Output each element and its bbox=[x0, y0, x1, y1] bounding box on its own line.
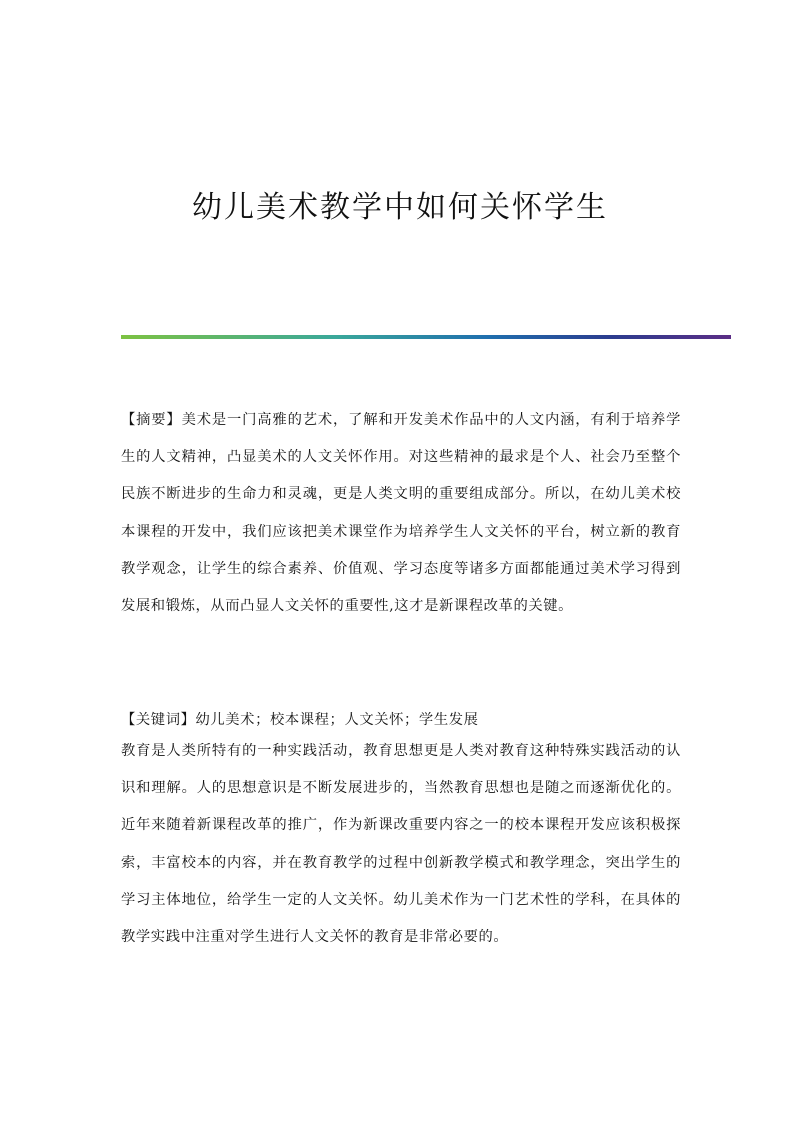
intro-paragraph: 教育是人类所特有的一种实践活动，教育思想更是人类对教育这种特殊实践活动的认识和理解。人的思想意识是不断发展进步的，当然教育思想也是随之而逐渐优化的。近年来随着新课程改革的推广，作为新课改重要内容之一的校本课程开发应该积极探索，丰富校本的内容，并在教育教学的过程中创新教学模式和教学理念，突出学生的学习主体地位，给学生一定的人文关怀。幼儿美术作为一门艺术性的学科，在具体的教学实践中注重对学生进行人文关怀的教育是非常必要的。 bbox=[121, 743, 681, 946]
keywords-text: 幼儿美术；校本课程；人文关怀；学生发展 bbox=[195, 712, 479, 728]
abstract-paragraph bbox=[121, 402, 681, 625]
keywords-label: 【关键词】 bbox=[121, 712, 196, 728]
title-divider bbox=[121, 335, 731, 339]
document-title: 幼儿美术教学中如何关怀学生 bbox=[192, 190, 608, 225]
abstract-label: 【摘要】 bbox=[121, 412, 182, 428]
abstract-text: 美术是一门高雅的艺术，了解和开发美术作品中的人文内涵，有利于培养学生的人文精神，凸显美术的人文关怀作用。对这些精神的最求是个人、社会乃至整个民族不断进步的生命力和灵魂，更是人类文明的重要组成部分。所以，在幼儿美术校本课程的开发中，我们应该把美术课堂作为培养学生人文关怀的平台，树立新的教育教学观念，让学生的综合素养、价值观、学习态度等诸多方面都能通过美术学习得到发展和锻炼，从而凸显人文关怀的重要性,这才是新课程改革的关键。 bbox=[121, 412, 682, 615]
